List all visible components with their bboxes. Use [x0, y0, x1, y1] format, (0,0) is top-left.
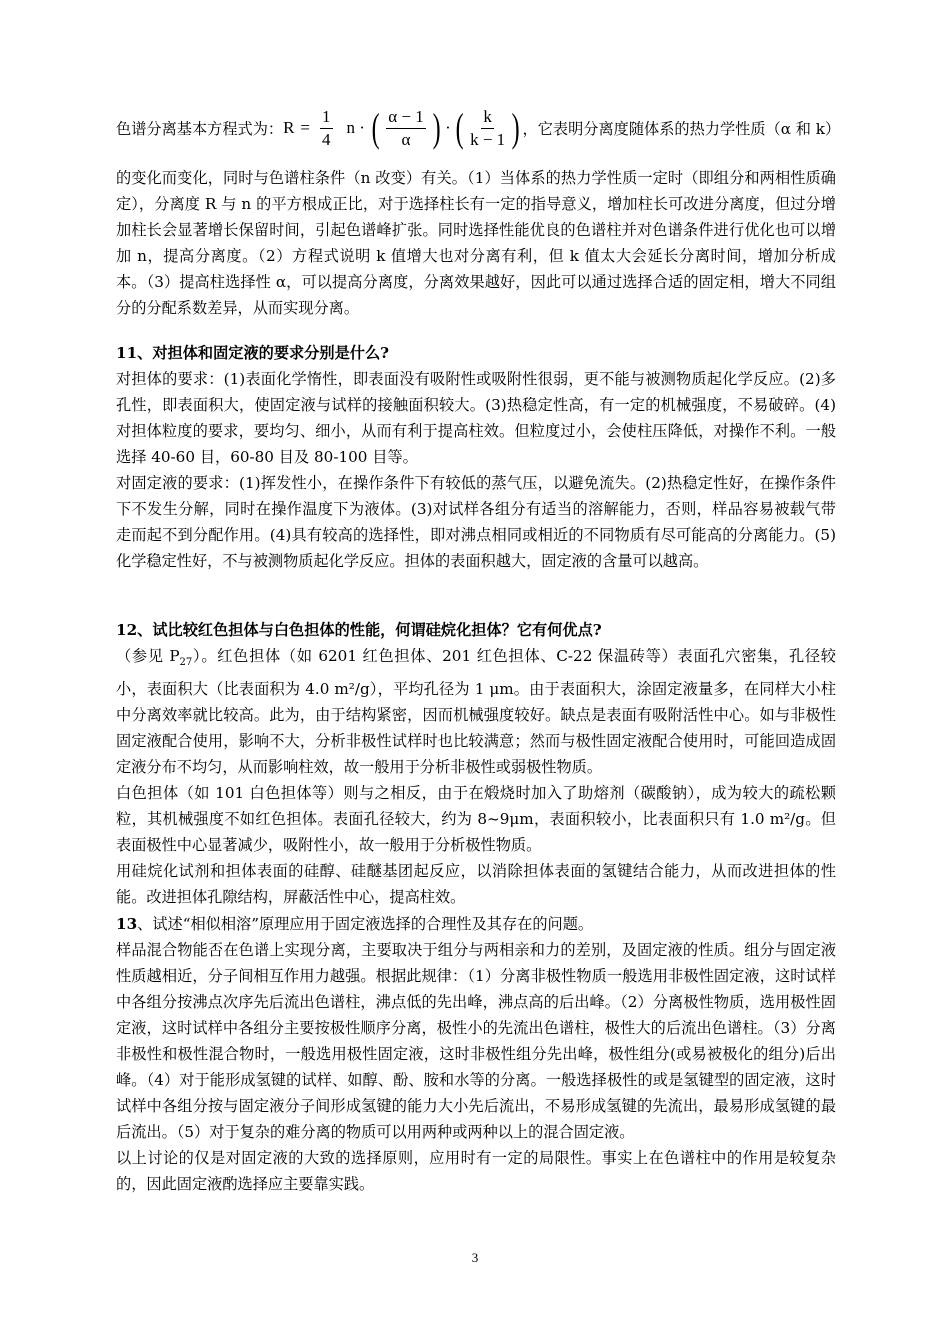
question-number: 13 [116, 915, 138, 933]
question-title: 、试述“相似相溶”原理应用于固定液选择的合理性及其存在的问题。 [137, 915, 594, 933]
resolution-equation [283, 105, 522, 150]
formula-dot: · [445, 118, 451, 137]
fraction-denominator: α [401, 129, 411, 149]
page-number: 3 [471, 1250, 479, 1265]
reference-prefix: （参见 P [116, 647, 180, 665]
paragraph: 用硅烷化试剂和担体表面的硅醇、硅醚基团起反应，以消除担体表面的氢键结合能力，从而改进担体的性能。改进担体孔隙结构，屏蔽活性中心，提高柱效。 [116, 862, 836, 907]
left-paren: ( [455, 105, 464, 150]
left-paren: ( [371, 105, 380, 150]
question-heading [116, 340, 836, 366]
paragraph [116, 643, 836, 780]
paragraph: 以上讨论的仅是对固定液的大致的选择原则，应用时有一定的局限性。事实上在色谱柱中的作用是较复杂的，因此固定液酌选择应主要靠实践。 [116, 1149, 836, 1193]
right-paren: ) [432, 105, 441, 150]
reference-subscript: 27 [179, 657, 193, 669]
question-title: 、对担体和固定液的要求分别是什么? [137, 344, 390, 362]
question-heading [116, 911, 836, 937]
fraction-denominator: k − 1 [470, 129, 506, 149]
fraction-k [470, 108, 505, 149]
fraction-alpha [386, 108, 426, 149]
question-number: 12 [116, 621, 138, 639]
paragraph: 对担体的要求：(1)表面化学惰性，即表面没有吸附性或吸附性很弱，更不能与被测物质起化学反应。(2)多孔性，即表面积大，使固定液与试样的接触面积较大。(3)热稳定性高，有一定的机械强度，不易破碎。(4)对担体粒度的要求，要均匀、细小，从而有利于提高柱效。但粒度过小，会使柱压降低，对操作不利。一般选择 40-60 目，60-80 目及 80-100 目等。 [116, 370, 836, 466]
question-title: 、试比较红色担体与白色担体的性能，何谓硅烷化担体？它有何优点? [137, 621, 602, 639]
paragraph-rest: ）。红色担体（如 6201 红色担体、201 红色担体、C-22 保温砖等）表面孔穴密集，孔径较小，表面积大（比表面积为 4.0 m²/g），平均孔径为 1 μm。由于表面积大，涂固定液量多，在同样大小柱中分离效率就比较高。此为，由于结构紧密，因而机械强度较好。缺点是表面有吸附活性中心。如与非极性固定液配合使用，影响不大，分析非极性试样时也比较满意；然而与极性固定液配合使用时，可能回造成固定液分布不均匀，从而影响柱效，故一般用于分析非极性或弱极性物质。 [116, 647, 836, 777]
formula-equals: = [300, 118, 310, 137]
paragraph: 的变化而变化，同时与色谱柱条件（n 改变）有关。（1）当体系的热力学性质一定时（即组分和两相性质确定），分离度 R 与 n 的平方根成正比，对于选择柱长有一定的指导意义，增加柱长可改进分离度，但过分增加柱长会显著增长保留时间，引起色谱峰扩张。同时选择性能优良的色谱柱并对色谱条件进行优化也可以增加 n，提高分离度。（2）方程式说明 k 值增大也对分离有利，但 k 值太大会延长分离时间，增加分析成本。（3）提高柱选择性 α，可以提高分离度，分离效果越好，因此可以通过选择合适的固定相，增大不同组分的分配系数差异，从而实现分离。 [116, 169, 836, 317]
fraction-numerator: k [481, 108, 494, 129]
paragraph: 对固定液的要求：(1)挥发性小，在操作条件下有较低的蒸气压，以避免流失。(2)热稳定性好，在操作条件下不发生分解，同时在操作温度下为液体。(3)对试样各组分有适当的溶解能力，否则，样品容易被载气带走而起不到分配作用。(4)具有较高的选择性，即对沸点相同或相近的不同物质有尽可能高的分离能力。(5)化学稳定性好，不与被测物质起化学反应。担体的表面积越大，固定液的含量可以越高。 [116, 474, 836, 570]
section-10-continuation [116, 165, 836, 321]
question-heading [116, 617, 836, 643]
formula-line [116, 104, 841, 152]
paragraph: 样品混合物能否在色谱上实现分离，主要取决于组分与两相亲和力的差别，及固定液的性质。组分与固定液性质越相近，分子间相互作用力越强。根据此规律：（1）分离非极性物质一般选用非极性固定液，这时试样中各组分按沸点次序先后流出色谱柱，沸点低的先出峰，沸点高的后出峰。（2）分离极性物质，选用极性固定液，这时试样中各组分主要按极性顺序分离，极性小的先流出色谱柱，极性大的后流出色谱柱。（3）分离非极性和极性混合物时，一般选用极性固定液，这时非极性组分先出峰，极性组分(或易被极化的组分)后出峰。（4）对于能形成氢键的试样、如醇、酚、胺和水等的分离。一般选择极性的或是氢键型的固定液，这时试样中各组分按与固定液分子间形成氢键的能力大小先后流出，不易形成氢键的先流出，最易形成氢键的最后流出。（5）对于复杂的难分离的物质可以用两种或两种以上的混合固定液。 [116, 941, 836, 1141]
question-13 [116, 911, 836, 1197]
question-12 [116, 617, 836, 910]
right-paren: ) [511, 105, 520, 150]
formula-lhs: R [283, 118, 295, 137]
question-11 [116, 340, 836, 574]
formula-n-term: n · [346, 118, 365, 137]
fraction-denominator: 4 [322, 129, 331, 149]
fraction-numerator: α − 1 [386, 108, 426, 129]
fraction-one-quarter [320, 108, 333, 149]
formula-suffix: ，它表明分离度随体系的热力学性质（α 和 k） [522, 119, 841, 138]
fraction-numerator: 1 [320, 108, 333, 129]
question-number: 11 [116, 344, 138, 362]
formula-prefix: 色谱分离基本方程式为： [116, 119, 284, 138]
paragraph: 白色担体（如 101 白色担体等）则与之相反，由于在煅烧时加入了助熔剂（碳酸钠），成为较大的疏松颗粒，其机械强度不如红色担体。表面孔径较大，约为 8~9μm，表面积较小，比表面积只有 1.0 m²/g。但表面极性中心显著减少，吸附性小，故一般用于分析极性物质。 [116, 784, 836, 855]
